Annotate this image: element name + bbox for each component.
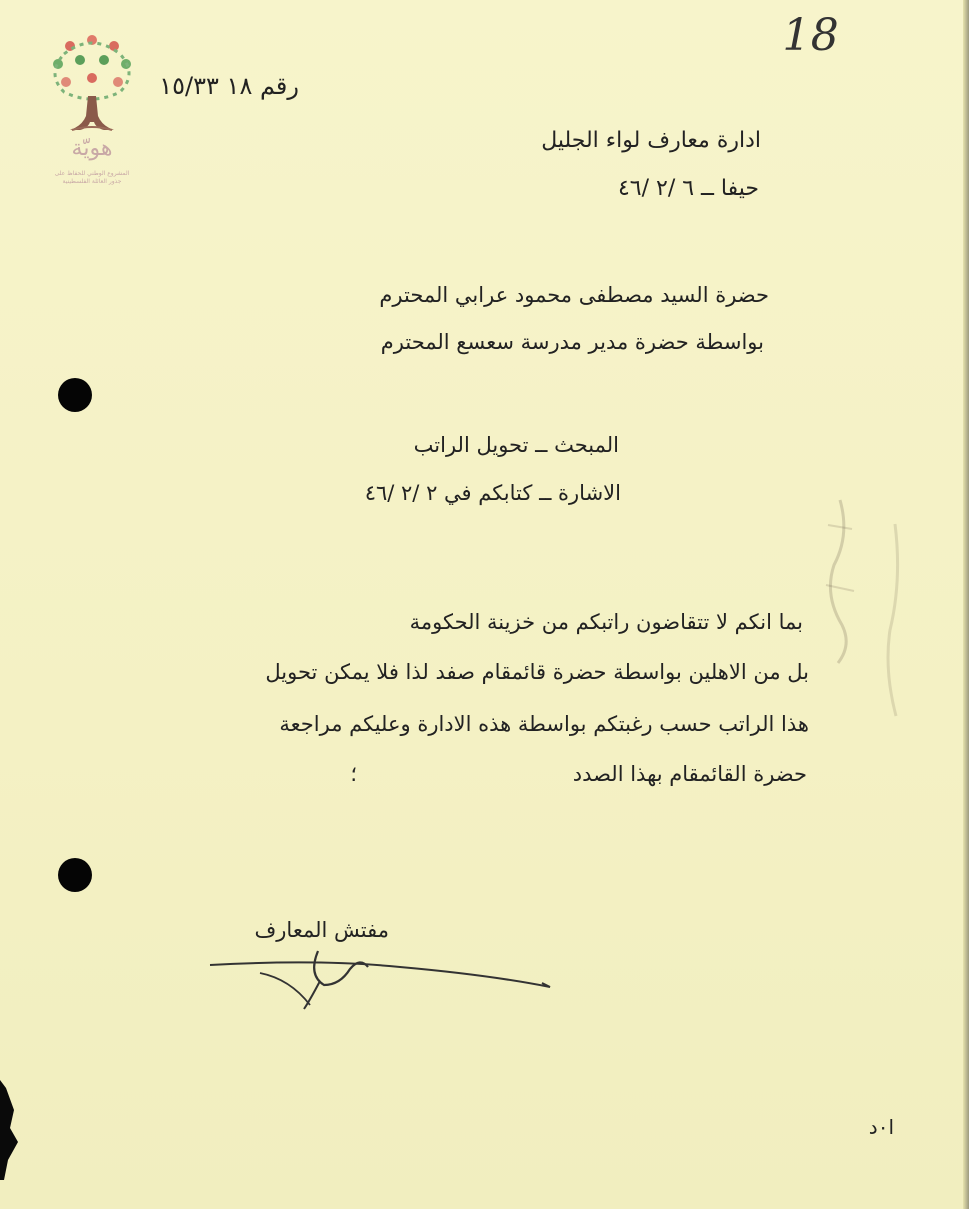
reference-note: الاشارة ــ كتابكم في ٢ /٢ /٤٦ (364, 481, 621, 505)
body-end-mark: ؛ (350, 762, 357, 786)
body-line-2: بل من الاهلين بواسطة حضرة قائمقام صفد لذا فلا يمكن تحويل (265, 660, 809, 684)
body-line-3: هذا الراتب حسب رغبتكم بواسطة هذه الادارة وعليكم مراجعة (279, 712, 809, 736)
tree-of-people-logo-icon (42, 34, 142, 184)
page-number: 18 (782, 10, 839, 61)
signature-title: مفتش المعارف (254, 918, 389, 942)
logo-tagline-1: المشروع الوطني للحفاظ على (54, 170, 130, 177)
bleed-through-marks (820, 495, 860, 675)
bleed-through-scribble-2 (880, 520, 910, 720)
logo-tagline-2: جذور العائلة الفلسطينية (62, 178, 122, 185)
recipient-line-2: بواسطة حضرة مدير مدرسة سعسع المحترم (380, 330, 764, 354)
bleed-through-scribble (820, 495, 860, 665)
handwritten-signature (200, 945, 570, 1025)
torn-edge (0, 1080, 22, 1180)
place-and-date: حيفا ــ ٦ /٢ /٤٦ (617, 176, 759, 201)
page-edge-shadow (963, 0, 969, 1209)
reference-number: رقم ١٨ ١٥/٣٣ (159, 72, 299, 100)
logo-name: هويّة (71, 136, 113, 161)
punch-hole-bottom (58, 858, 92, 892)
recipient-line-1: حضرة السيد مصطفى محمود عرابي المحترم (379, 283, 769, 307)
body-line-4: حضرة القائمقام بهذا الصدد (572, 762, 807, 786)
footer-initials: ا٠د (868, 1115, 894, 1139)
body-line-1: بما انكم لا تتقاضون راتبكم من خزينة الحكومة (409, 610, 803, 634)
punch-hole-top (58, 378, 92, 412)
sender-department: ادارة معارف لواء الجليل (541, 128, 761, 153)
subject-line: المبحث ــ تحويل الراتب (413, 433, 619, 457)
bleed-through-marks-2 (880, 520, 910, 720)
